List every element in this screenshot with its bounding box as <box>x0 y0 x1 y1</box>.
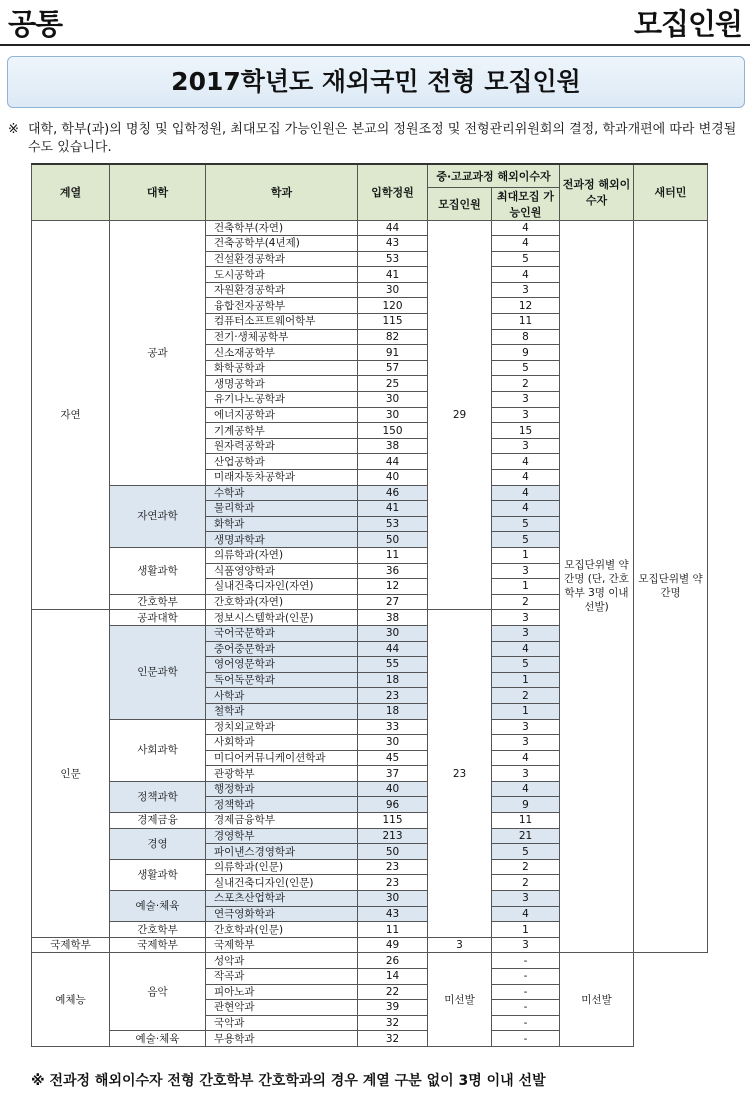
dept-cell: 관광학부 <box>206 766 358 782</box>
dept-cell: 생명공학과 <box>206 376 358 392</box>
college-cell: 사회과학 <box>110 719 206 781</box>
dept-cell: 미래자동차공학과 <box>206 470 358 486</box>
quota-cell: 40 <box>358 781 428 797</box>
max-cell: 3 <box>492 407 560 423</box>
quota-cell: 53 <box>358 516 428 532</box>
quota-cell: 30 <box>358 392 428 408</box>
quota-cell: 11 <box>358 547 428 563</box>
quota-cell: 26 <box>358 953 428 969</box>
max-cell: 5 <box>492 516 560 532</box>
dept-cell: 연극영화학과 <box>206 906 358 922</box>
max-cell: - <box>492 1015 560 1031</box>
max-cell: 5 <box>492 844 560 860</box>
max-cell: 3 <box>492 766 560 782</box>
max-cell: 3 <box>492 392 560 408</box>
max-cell: 5 <box>492 532 560 548</box>
college-cell: 자연과학 <box>110 485 206 547</box>
max-cell: - <box>492 1031 560 1047</box>
max-cell: 21 <box>492 828 560 844</box>
header-defector: 새터민 <box>634 164 708 220</box>
quota-cell: 12 <box>358 579 428 595</box>
dept-cell: 생명과학과 <box>206 532 358 548</box>
dept-cell: 정보시스템학과(인문) <box>206 610 358 626</box>
max-cell: 4 <box>492 267 560 283</box>
header-overseas-group: 중·고교과정 해외이수자 <box>428 164 560 187</box>
dept-cell: 경영학부 <box>206 828 358 844</box>
quota-cell: 14 <box>358 969 428 985</box>
max-cell: 11 <box>492 813 560 829</box>
quota-cell: 23 <box>358 875 428 891</box>
quota-cell: 37 <box>358 766 428 782</box>
quota-cell: 30 <box>358 407 428 423</box>
dept-cell: 의류학과(인문) <box>206 859 358 875</box>
dept-cell: 건설환경공학과 <box>206 251 358 267</box>
header-max: 최대모집 가능인원 <box>492 187 560 220</box>
max-cell: 4 <box>492 501 560 517</box>
max-cell: 9 <box>492 797 560 813</box>
quota-cell: 82 <box>358 329 428 345</box>
quota-cell: 44 <box>358 454 428 470</box>
max-cell: 3 <box>492 891 560 907</box>
dept-cell: 행정학과 <box>206 781 358 797</box>
quota-cell: 57 <box>358 360 428 376</box>
table-header <box>32 164 708 220</box>
max-cell: - <box>492 969 560 985</box>
max-cell: 8 <box>492 329 560 345</box>
college-cell: 간호학부 <box>110 594 206 610</box>
dept-cell: 신소재공학부 <box>206 345 358 361</box>
max-cell: 1 <box>492 703 560 719</box>
quota-cell: 50 <box>358 532 428 548</box>
quota-cell: 43 <box>358 236 428 252</box>
dept-cell: 간호학과(자연) <box>206 594 358 610</box>
section-label: 공통 <box>8 7 63 41</box>
dept-cell: 국제학부 <box>206 937 358 953</box>
dept-cell: 건축학부(자연) <box>206 220 358 236</box>
quota-cell: 150 <box>358 423 428 439</box>
full-course-cell: 모집단위별 약간명 (단, 간호학부 3명 이내 선발) <box>560 220 634 953</box>
max-cell: 3 <box>492 438 560 454</box>
max-cell: 4 <box>492 906 560 922</box>
max-cell: - <box>492 953 560 969</box>
quota-cell: 11 <box>358 922 428 938</box>
dept-cell: 의류학과(자연) <box>206 547 358 563</box>
dept-cell: 피아노과 <box>206 984 358 1000</box>
quota-cell: 44 <box>358 641 428 657</box>
dept-cell: 관현악과 <box>206 1000 358 1016</box>
table-row <box>32 220 708 236</box>
max-cell: 4 <box>492 220 560 236</box>
max-cell: 3 <box>492 719 560 735</box>
field-cell: 국제학부 <box>32 937 110 953</box>
recruit-cell: 23 <box>428 610 492 937</box>
college-cell: 공과대학 <box>110 610 206 626</box>
max-cell: 4 <box>492 781 560 797</box>
dept-cell: 도시공학과 <box>206 267 358 283</box>
dept-cell: 경제금융학부 <box>206 813 358 829</box>
dept-cell: 융합전자공학부 <box>206 298 358 314</box>
college-cell: 공과 <box>110 220 206 485</box>
quota-cell: 115 <box>358 813 428 829</box>
max-cell: 12 <box>492 298 560 314</box>
dept-cell: 실내건축디자인(자연) <box>206 579 358 595</box>
max-cell: 3 <box>492 282 560 298</box>
defector-cell: 모집단위별 약간명 <box>634 220 708 953</box>
dept-cell: 실내건축디자인(인문) <box>206 875 358 891</box>
notice <box>8 121 744 157</box>
dept-cell: 스포츠산업학과 <box>206 891 358 907</box>
quota-cell: 41 <box>358 501 428 517</box>
quota-cell: 120 <box>358 298 428 314</box>
quota-cell: 55 <box>358 657 428 673</box>
max-cell: 4 <box>492 454 560 470</box>
max-cell: 1 <box>492 547 560 563</box>
quota-cell: 96 <box>358 797 428 813</box>
quota-cell: 41 <box>358 267 428 283</box>
recruit-cell: 3 <box>428 937 492 953</box>
max-cell: 4 <box>492 750 560 766</box>
dept-cell: 원자력공학과 <box>206 438 358 454</box>
header-dept: 학과 <box>206 164 358 220</box>
max-cell: 4 <box>492 641 560 657</box>
quota-cell: 36 <box>358 563 428 579</box>
dept-cell: 물리학과 <box>206 501 358 517</box>
quota-cell: 30 <box>358 735 428 751</box>
dept-cell: 정책학과 <box>206 797 358 813</box>
dept-cell: 미디어커뮤니케이션학과 <box>206 750 358 766</box>
dept-cell: 정치외교학과 <box>206 719 358 735</box>
dept-cell: 국어국문학과 <box>206 625 358 641</box>
page-title: 2017학년도 재외국민 전형 모집인원 <box>171 67 581 96</box>
max-cell: 2 <box>492 688 560 704</box>
dept-cell: 식품영양학과 <box>206 563 358 579</box>
college-cell: 생활과학 <box>110 859 206 890</box>
dept-cell: 전기·생체공학부 <box>206 329 358 345</box>
dept-cell: 유기나노공학과 <box>206 392 358 408</box>
max-cell: 4 <box>492 236 560 252</box>
quota-cell: 27 <box>358 594 428 610</box>
dept-cell: 수학과 <box>206 485 358 501</box>
quota-cell: 213 <box>358 828 428 844</box>
header-quota: 입학정원 <box>358 164 428 220</box>
header-divider <box>0 44 750 46</box>
quota-cell: 30 <box>358 891 428 907</box>
max-cell: 11 <box>492 314 560 330</box>
header-full-course: 전과정 해외이수자 <box>560 164 634 220</box>
college-cell: 생활과학 <box>110 547 206 594</box>
max-cell: 3 <box>492 610 560 626</box>
field-cell: 예체능 <box>32 953 110 1047</box>
dept-cell: 무용학과 <box>206 1031 358 1047</box>
dept-cell: 국악과 <box>206 1015 358 1031</box>
quota-cell: 32 <box>358 1015 428 1031</box>
college-cell: 인문과학 <box>110 625 206 719</box>
header-field: 계열 <box>32 164 110 220</box>
quota-cell: 18 <box>358 703 428 719</box>
quota-cell: 23 <box>358 688 428 704</box>
quota-cell: 53 <box>358 251 428 267</box>
quota-cell: 44 <box>358 220 428 236</box>
field-cell: 자연 <box>32 220 110 610</box>
quota-cell: 40 <box>358 470 428 486</box>
max-cell: 3 <box>492 625 560 641</box>
college-cell: 예술·체육 <box>110 1031 206 1047</box>
notice-mark: ※ <box>8 122 19 137</box>
defector-cell: 미선발 <box>560 953 634 1047</box>
quota-cell: 38 <box>358 438 428 454</box>
quota-cell: 49 <box>358 937 428 953</box>
recruit-cell: 미선발 <box>428 953 492 1047</box>
footnote: ※ 전과정 해외이수자 전형 간호학부 간호학과의 경우 계열 구분 없이 3명 이내 선발 <box>31 1073 546 1089</box>
college-cell: 예술·체육 <box>110 891 206 922</box>
dept-cell: 컴퓨터소프트웨어학부 <box>206 314 358 330</box>
page-header <box>0 0 750 44</box>
quota-cell: 91 <box>358 345 428 361</box>
max-cell: 1 <box>492 579 560 595</box>
max-cell: 3 <box>492 563 560 579</box>
college-cell: 음악 <box>110 953 206 1031</box>
dept-cell: 사회학과 <box>206 735 358 751</box>
quota-cell: 43 <box>358 906 428 922</box>
field-cell: 인문 <box>32 610 110 937</box>
quota-cell: 18 <box>358 672 428 688</box>
max-cell: 2 <box>492 859 560 875</box>
quota-cell: 46 <box>358 485 428 501</box>
dept-cell: 철학과 <box>206 703 358 719</box>
quota-cell: 22 <box>358 984 428 1000</box>
table-body <box>32 220 708 1046</box>
max-cell: 5 <box>492 657 560 673</box>
title-banner <box>7 56 745 108</box>
max-cell: 2 <box>492 376 560 392</box>
max-cell: 15 <box>492 423 560 439</box>
header-college: 대학 <box>110 164 206 220</box>
header-recruit: 모집인원 <box>428 187 492 220</box>
quota-cell: 115 <box>358 314 428 330</box>
quota-cell: 32 <box>358 1031 428 1047</box>
dept-cell: 화학공학과 <box>206 360 358 376</box>
max-cell: 4 <box>492 485 560 501</box>
college-cell: 경제금융 <box>110 813 206 829</box>
max-cell: 5 <box>492 251 560 267</box>
dept-cell: 성악과 <box>206 953 358 969</box>
quota-cell: 50 <box>358 844 428 860</box>
quota-cell: 45 <box>358 750 428 766</box>
table-row <box>32 953 708 969</box>
max-cell: 1 <box>492 922 560 938</box>
dept-cell: 기계공학부 <box>206 423 358 439</box>
notice-text: 대학, 학부(과)의 명칭 및 입학정원, 최대모집 가능인원은 본교의 정원조정 및 전형관리위원회의 결정, 학과개편에 따라 변경될 수도 있습니다. <box>28 122 737 155</box>
dept-cell: 건축공학부(4년제) <box>206 236 358 252</box>
dept-cell: 중어중문학과 <box>206 641 358 657</box>
max-cell: 9 <box>492 345 560 361</box>
college-cell: 국제학부 <box>110 937 206 953</box>
quota-cell: 39 <box>358 1000 428 1016</box>
max-cell: 3 <box>492 735 560 751</box>
max-cell: 2 <box>492 594 560 610</box>
dept-cell: 사학과 <box>206 688 358 704</box>
dept-cell: 간호학과(인문) <box>206 922 358 938</box>
dept-cell: 화학과 <box>206 516 358 532</box>
dept-cell: 파이낸스경영학과 <box>206 844 358 860</box>
max-cell: - <box>492 1000 560 1016</box>
dept-cell: 자원환경공학과 <box>206 282 358 298</box>
quota-cell: 38 <box>358 610 428 626</box>
max-cell: 4 <box>492 470 560 486</box>
college-cell: 경영 <box>110 828 206 859</box>
section-topic: 모집인원 <box>633 7 742 41</box>
college-cell: 정책과학 <box>110 781 206 812</box>
quota-cell: 30 <box>358 625 428 641</box>
dept-cell: 작곡과 <box>206 969 358 985</box>
college-cell: 간호학부 <box>110 922 206 938</box>
max-cell: 2 <box>492 875 560 891</box>
quota-cell: 33 <box>358 719 428 735</box>
dept-cell: 산업공학과 <box>206 454 358 470</box>
quota-cell: 30 <box>358 282 428 298</box>
recruit-cell: 29 <box>428 220 492 610</box>
dept-cell: 독어독문학과 <box>206 672 358 688</box>
max-cell: 5 <box>492 360 560 376</box>
max-cell: 1 <box>492 672 560 688</box>
max-cell: 3 <box>492 937 560 953</box>
dept-cell: 에너지공학과 <box>206 407 358 423</box>
max-cell: - <box>492 984 560 1000</box>
dept-cell: 영어영문학과 <box>206 657 358 673</box>
quota-table <box>31 163 708 1047</box>
quota-cell: 25 <box>358 376 428 392</box>
quota-cell: 23 <box>358 859 428 875</box>
